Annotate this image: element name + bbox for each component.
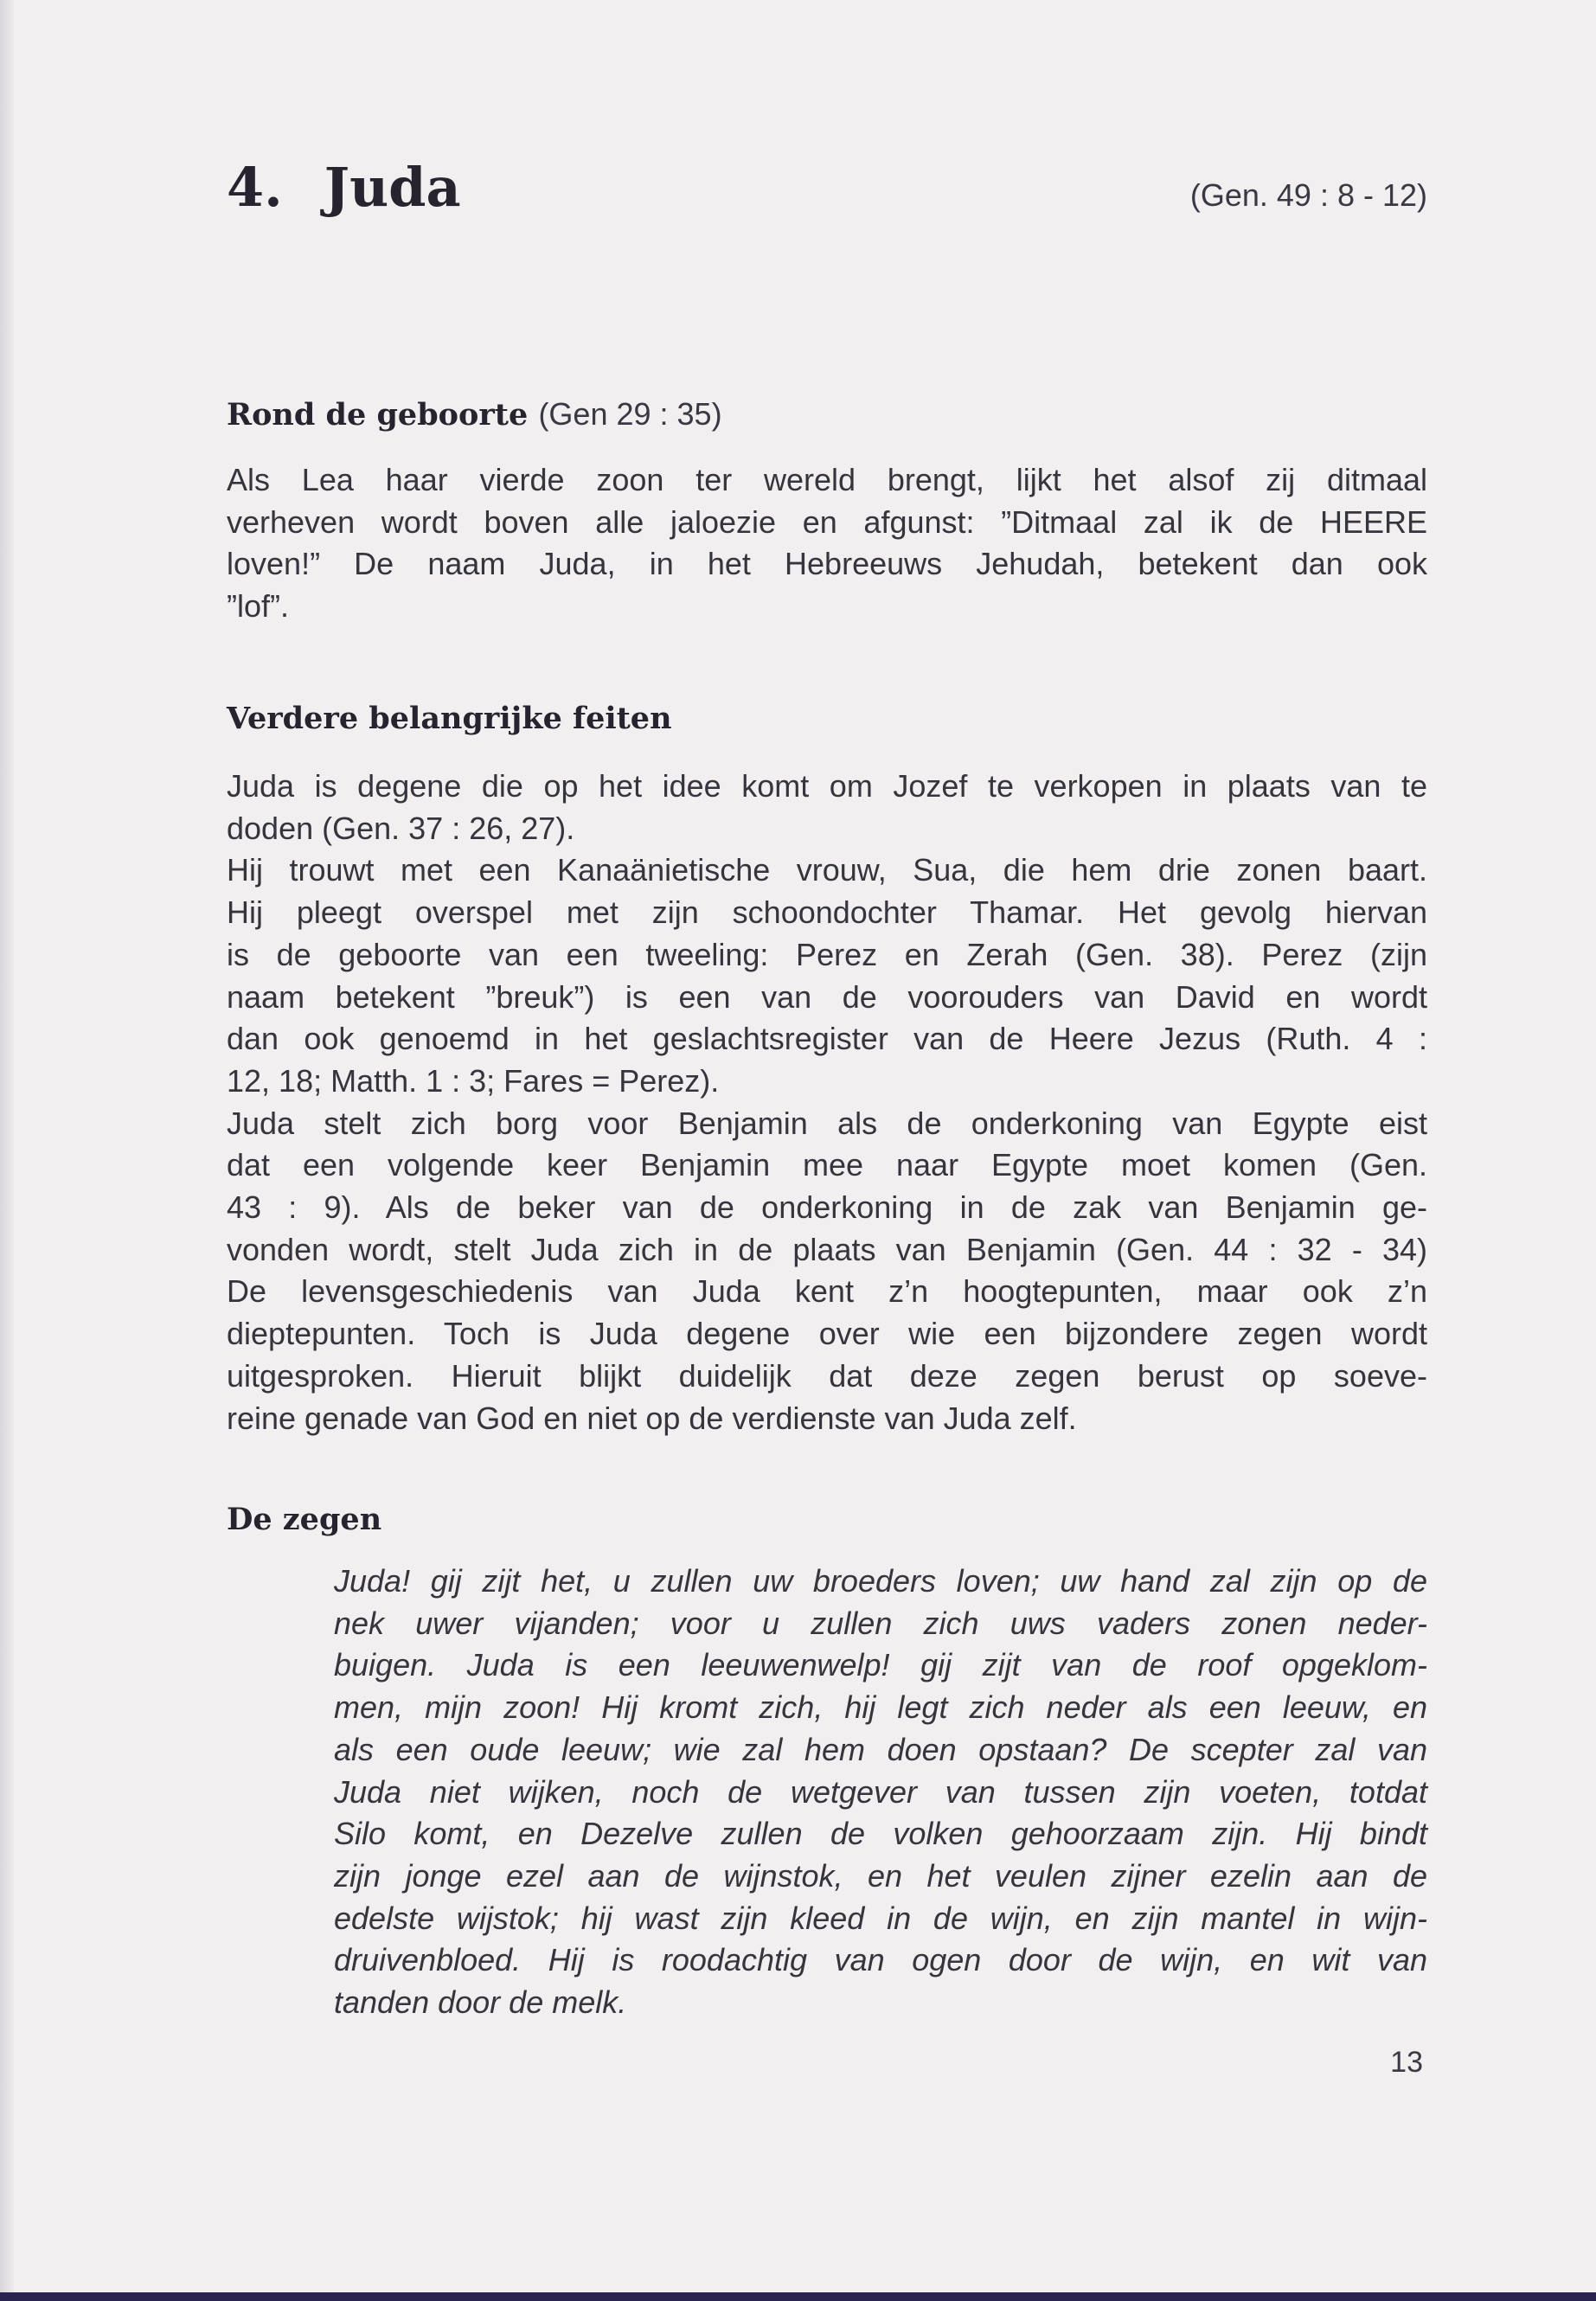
section-heading-birth [227, 396, 722, 433]
text-line: Silo komt, en Dezelve zullen de volken gehoorzaam zijn. Hij bindt [334, 1816, 1427, 1852]
section-heading-blessing: De zegen [227, 1502, 382, 1537]
text-line: men, mijn zoon! Hij kromt zich, hij legt zich neder als een leeuw, en [334, 1689, 1427, 1726]
text-line: Juda niet wijken, noch de wetgever van tussen zijn voeten, totdat [334, 1773, 1427, 1810]
text-line: 43 : 9). Als de beker van de onderkoning in de zak van Benjamin ge- [227, 1189, 1427, 1226]
text-line: vonden wordt, stelt Juda zich in de plaats van Benjamin (Gen. 44 : 32 - 34) [227, 1231, 1427, 1267]
text-line: Hij trouwt met een Kanaänietische vrouw, Sua, die hem drie zonen baart. [227, 852, 1427, 888]
chapter-name: Juda [324, 156, 461, 219]
text-line: dieptepunten. Toch is Juda degene over wie een bijzondere zegen wordt [227, 1316, 1427, 1352]
text-line: dat een volgende keer Benjamin mee naar Egypte moet komen (Gen. [227, 1147, 1427, 1183]
text-line: verheven wordt boven alle jaloezie en afgunst: ”Ditmaal zal ik de HEERE [227, 503, 1427, 540]
text-line: buigen. Juda is een leeuwenwelp! gij zijt van de roof opgeklom- [334, 1647, 1427, 1683]
chapter-number: 4. [227, 156, 283, 219]
heading-text: Rond de geboorte [227, 397, 529, 433]
section-heading-facts: Verdere belangrijke feiten [227, 701, 672, 736]
blessing-quote [334, 1561, 1427, 2024]
text-line: Juda is degene die op het idee komt om Jozef te verkopen in plaats van te [227, 768, 1427, 804]
page-number: 13 [1390, 2046, 1423, 2079]
chapter-title [227, 156, 461, 219]
text-line: tanden door de melk. [334, 1984, 627, 2021]
text-line: dan ook genoemd in het geslachtsregister van de Heere Jezus (Ruth. 4 : [227, 1021, 1427, 1057]
text-line: naam betekent ”breuk”) is een van de voorouders van David en wordt [227, 978, 1427, 1015]
text-line: De levensgeschiedenis van Juda kent z’n hoogtepunten, maar ook z’n [227, 1273, 1427, 1310]
text-line: 12, 18; Matth. 1 : 3; Fares = Perez). [227, 1062, 720, 1099]
text-line: druivenbloed. Hij is roodachtig van ogen door de wijn, en wit van [334, 1942, 1427, 1978]
heading-reference: (Gen 29 : 35) [538, 396, 722, 432]
text-line: als een oude leeuw; wie zal hem doen opstaan? De scepter zal van [334, 1731, 1427, 1767]
text-line: nek uwer vijanden; voor u zullen zich uws vaders zonen neder- [334, 1605, 1427, 1641]
text-line: Juda! gij zijt het, u zullen uw broeders loven; uw hand zal zijn op de [334, 1563, 1427, 1599]
text-line: ”lof”. [227, 588, 289, 625]
section-body [227, 766, 1427, 1439]
text-line: Als Lea haar vierde zoon ter wereld brengt, lijkt het alsof zij ditmaal [227, 462, 1427, 497]
text-line: uitgesproken. Hieruit blijkt duidelijk dat deze zegen berust op soeve- [227, 1357, 1427, 1394]
scan-border [0, 2292, 1596, 2301]
text-line: doden (Gen. 37 : 26, 27). [227, 810, 575, 846]
page-edge [0, 0, 14, 2301]
text-line: Juda stelt zich borg voor Benjamin als de onderkoning van Egypte eist [227, 1105, 1427, 1141]
text-line: Hij pleegt overspel met zijn schoondochter Thamar. Het gevolg hiervan [227, 894, 1427, 931]
text-line: edelste wijstok; hij wast zijn kleed in de wijn, en zijn mantel in wijn- [334, 1900, 1427, 1936]
section-body [227, 459, 1427, 628]
chapter-reference: (Gen. 49 : 8 - 12) [1189, 177, 1427, 213]
text-line: is de geboorte van een tweeling: Perez en Zerah (Gen. 38). Perez (zijn [227, 936, 1427, 972]
text-line: reine genade van God en niet op de verdienste van Juda zelf. [227, 1400, 1077, 1436]
text-line: zijn jonge ezel aan de wijnstok, en het veulen zijner ezelin aan de [334, 1857, 1427, 1894]
text-line: loven!” De naam Juda, in het Hebreeuws Jehudah, betekent dan ook [227, 546, 1427, 582]
